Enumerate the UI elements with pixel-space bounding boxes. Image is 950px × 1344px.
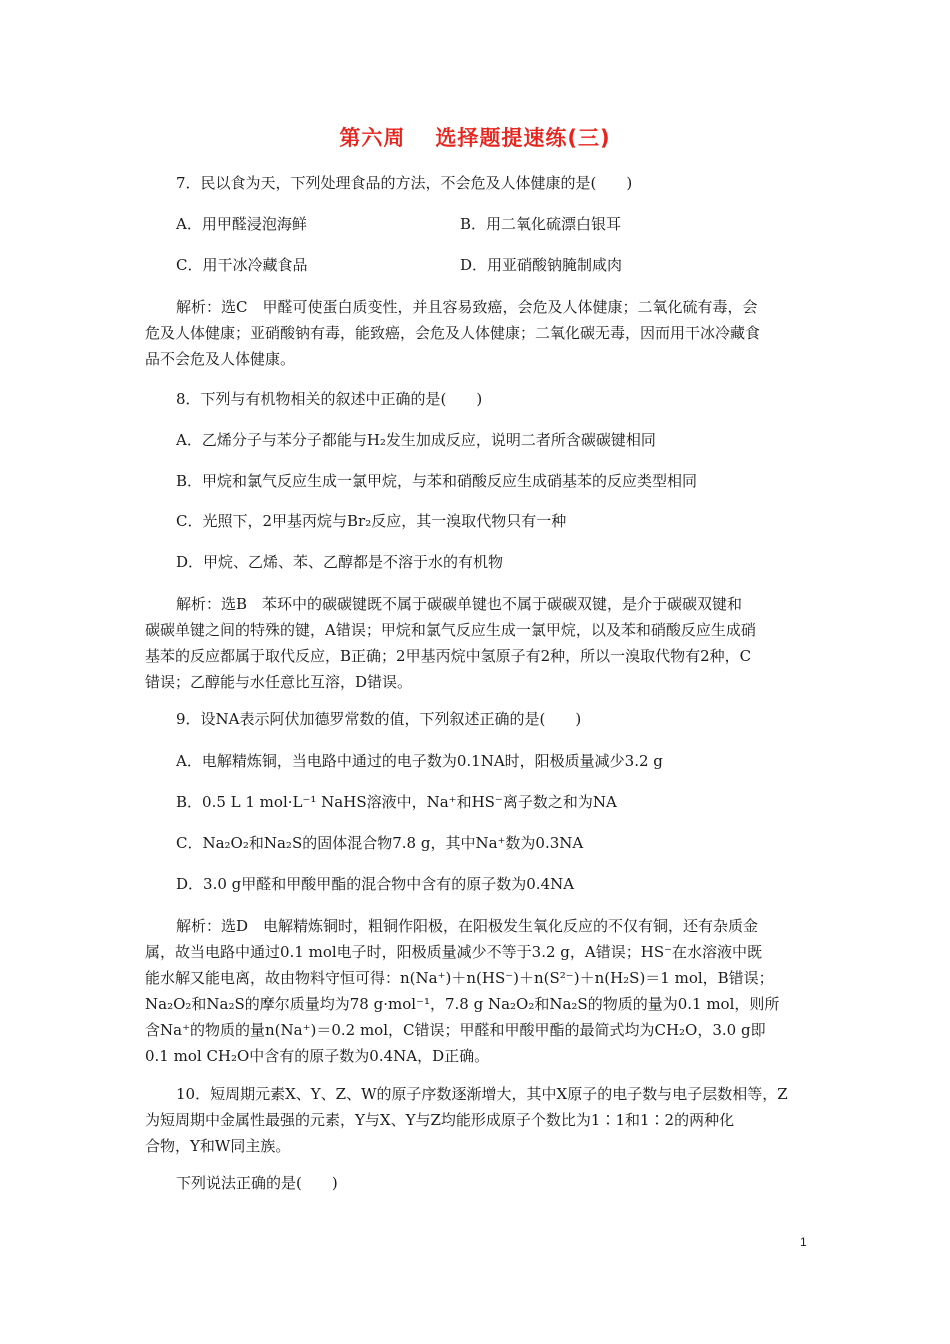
- q7-option-c: C．用干冰冷藏食品: [176, 256, 308, 274]
- q9-analysis-line: 0.1 mol CH₂O中含有的原子数为0.4NA，D正确。: [145, 1047, 490, 1065]
- q8-analysis-line: 碳碳单键之间的特殊的键，A错误；甲烷和氯气反应生成一氯甲烷，以及苯和硝酸反应生成硝: [145, 621, 756, 639]
- q8-analysis-line: 解析：选B 苯环中的碳碳键既不属于碳碳单键也不属于碳碳双键，是介于碳碳双键和: [176, 595, 743, 613]
- q7-analysis-line: 品不会危及人体健康。: [145, 350, 296, 368]
- q9-stem: 9．设NA表示阿伏加德罗常数的值，下列叙述正确的是( ): [176, 710, 582, 728]
- q10-prompt: 下列说法正确的是( ): [176, 1174, 338, 1192]
- q9-option-c: C．Na₂O₂和Na₂S的固体混合物7.8 g，其中Na⁺数为0.3NA: [176, 834, 584, 852]
- q9-analysis-line: 含Na⁺的物质的量n(Na⁺)＝0.2 mol，C错误；甲醛和甲酸甲酯的最简式均为CH₂O，3.0 g即: [145, 1021, 766, 1039]
- page-title: [0, 122, 950, 152]
- q9-analysis-line: 属，故当电路中通过0.1 mol电子时，阳极质量减少不等于3.2 g，A错误；HS⁻在水溶液中既: [145, 943, 763, 961]
- q7-option-b: B．用二氧化硫漂白银耳: [460, 215, 622, 233]
- q10-stem-line: 10．短周期元素X、Y、Z、W的原子序数逐渐增大，其中X原子的电子数与电子层数相等，Z: [176, 1085, 788, 1103]
- q8-option-a: A．乙烯分子与苯分子都能与H₂发生加成反应，说明二者所含碳碳键相同: [176, 431, 656, 449]
- q7-option-d: D．用亚硝酸钠腌制咸肉: [460, 256, 623, 274]
- page-number: 1: [800, 1235, 807, 1249]
- q7-option-a: A．用甲醛浸泡海鲜: [176, 215, 307, 233]
- q8-option-b: B．甲烷和氯气反应生成一氯甲烷，与苯和硝酸反应生成硝基苯的反应类型相同: [176, 472, 698, 490]
- q8-option-c: C．光照下，2甲基丙烷与Br₂反应，其一溴取代物只有一种: [176, 512, 567, 530]
- q7-stem: 7．民以食为天，下列处理食品的方法，不会危及人体健康的是( ): [176, 174, 633, 192]
- q10-stem-line: 为短周期中金属性最强的元素，Y与X、Y与Z均能形成原子个数比为1∶1和1∶2的两种化: [145, 1111, 735, 1129]
- q9-analysis-line: Na₂O₂和Na₂S的摩尔质量均为78 g·mol⁻¹，7.8 g Na₂O₂和Na₂S的物质的量为0.1 mol，则所: [145, 995, 780, 1013]
- q8-analysis-line: 基苯的反应都属于取代反应，B正确；2甲基丙烷中氢原子有2种，所以一溴取代物有2种，C: [145, 647, 752, 665]
- title-section: 选择题提速练(三): [435, 126, 611, 150]
- q9-analysis-line: 能水解又能电离，故由物料守恒可得：n(Na⁺)＋n(HS⁻)＋n(S²⁻)＋n(H₂S)＝1 mol，B错误；: [145, 969, 774, 987]
- q9-option-d: D．3.0 g甲醛和甲酸甲酯的混合物中含有的原子数为0.4NA: [176, 875, 575, 893]
- q9-option-b: B．0.5 L 1 mol·L⁻¹ NaHS溶液中，Na⁺和HS⁻离子数之和为NA: [176, 793, 617, 811]
- q8-analysis-line: 错误；乙醇能与水任意比互溶，D错误。: [145, 673, 413, 691]
- q9-option-a: A．电解精炼铜，当电路中通过的电子数为0.1NA时，阳极质量减少3.2 g: [176, 752, 663, 770]
- q8-stem: 8．下列与有机物相关的叙述中正确的是( ): [176, 390, 483, 408]
- q7-analysis-line: 解析：选C 甲醛可使蛋白质变性，并且容易致癌，会危及人体健康；二氧化硫有毒，会: [176, 298, 758, 316]
- q8-option-d: D．甲烷、乙烯、苯、乙醇都是不溶于水的有机物: [176, 553, 504, 571]
- q7-analysis-line: 危及人体健康；亚硝酸钠有毒，能致癌，会危及人体健康；二氧化碳无毒，因而用干冰冷藏食: [145, 324, 761, 342]
- q9-analysis-line: 解析：选D 电解精炼铜时，粗铜作阳极，在阳极发生氧化反应的不仅有铜，还有杂质金: [176, 917, 759, 935]
- title-week: 第六周: [339, 126, 406, 150]
- q10-stem-line: 合物，Y和W同主族。: [145, 1137, 291, 1155]
